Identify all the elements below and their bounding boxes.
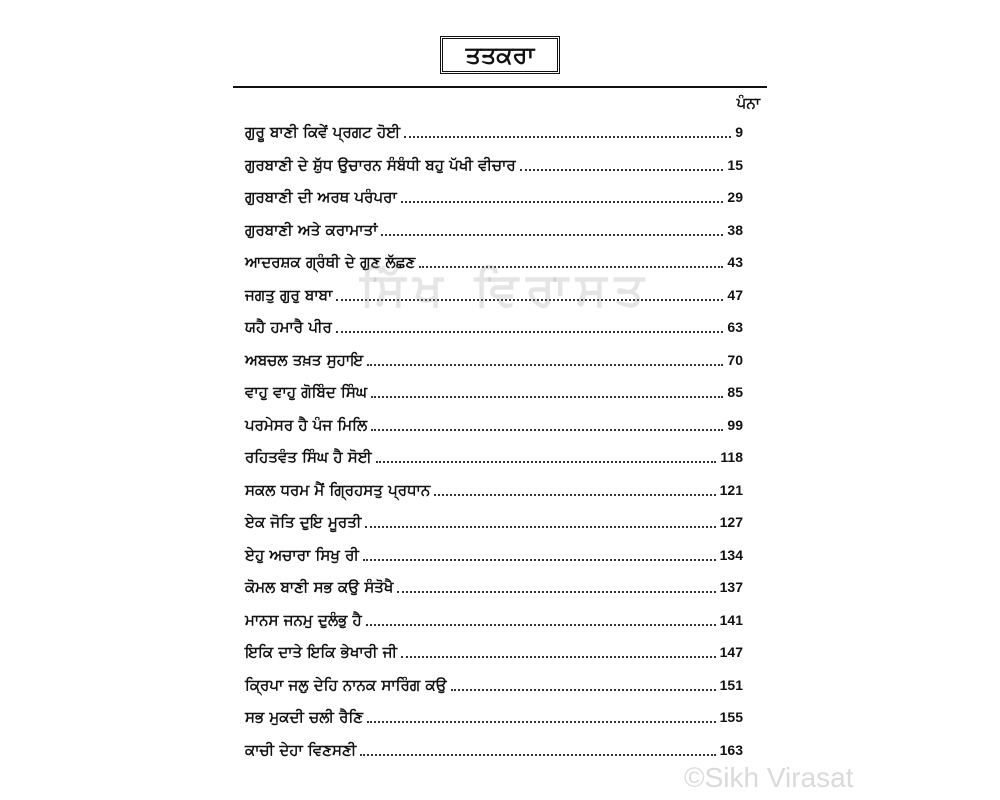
toc-entry [245, 149, 743, 182]
toc-entry-title: ਕ੍ਰਿਪਾ ਜਲੁ ਦੇਹਿ ਨਾਨਕ ਸਾਰਿੰਗ ਕਉ [245, 675, 447, 694]
toc-entry-page: 127 [719, 514, 743, 531]
leader-dots [397, 591, 715, 593]
toc-entry-page: 118 [720, 449, 743, 466]
leader-dots [360, 754, 715, 756]
leader-dots [381, 234, 723, 236]
toc-entry [245, 441, 743, 474]
leader-dots [376, 461, 717, 463]
toc-entry-title: ਸਕਲ ਧਰਮ ਮੈਂ ਗ੍ਰਿਹਸਤੁ ਪ੍ਰਧਾਨ [245, 480, 431, 499]
toc-entry-page: 137 [719, 579, 743, 596]
toc-entry-title: ਸਭ ਮੁਕਦੀ ਚਲੀ ਰੈਣਿ [245, 708, 364, 727]
toc-entry [245, 279, 743, 312]
leader-dots [367, 721, 716, 723]
toc-entry-page: 15 [727, 156, 743, 173]
leader-dots [363, 559, 716, 561]
toc-entry-title: ਗੁਰਬਾਣੀ ਦੀ ਅਰਥ ਪਰੰਪਰਾ [245, 188, 397, 207]
leader-dots [366, 624, 716, 626]
toc-entry-page: 134 [719, 546, 743, 563]
toc-entry [245, 181, 743, 214]
toc-entry [245, 344, 743, 377]
toc-entry [245, 701, 743, 734]
toc-entry-title: ਅਬਚਲ ਤਖ਼ਤ ਸੁਹਾਇ [245, 350, 364, 369]
leader-dots [336, 299, 723, 301]
toc-entry [245, 604, 743, 637]
toc-entry [245, 246, 743, 279]
toc-entry-title: ਵਾਹੁ ਵਾਹੁ ਗੋਬਿੰਦ ਸਿੰਘ [245, 383, 367, 402]
toc-entry-title: ਯਹੈ ਹਮਾਰੈ ਪੀਰ [245, 318, 332, 337]
toc-entry [245, 116, 743, 149]
toc-entry-title: ਮਾਨਸ ਜਨਮੁ ਦੁਲੰਭੁ ਹੈ [245, 610, 362, 629]
toc-entry [245, 311, 743, 344]
toc-entry [245, 669, 743, 702]
toc-entry-page: 63 [727, 319, 743, 336]
toc-entry-title: ਏਹੁ ਅਚਾਰਾ ਸਿਖੁ ਰੀ [245, 545, 359, 564]
leader-dots [404, 136, 731, 138]
toc-entry-title: ਕੋਮਲ ਬਾਣੀ ਸਭ ਕਉ ਸੰਤੋਖੈ [245, 578, 394, 597]
toc-entry-page: 99 [727, 416, 743, 433]
leader-dots [365, 526, 715, 528]
toc-entry-page: 155 [719, 709, 743, 726]
leader-dots [520, 169, 724, 171]
page-column-heading: ਪੰਨਾ [736, 94, 760, 112]
leader-dots [371, 429, 723, 431]
leader-dots [336, 331, 724, 333]
leader-dots [451, 689, 716, 691]
toc-entry [245, 474, 743, 507]
toc-entry [245, 376, 743, 409]
page-title: ਤਤਕਰਾ [440, 36, 560, 74]
toc-entry-page: 163 [719, 741, 743, 758]
toc-entry-title: ਗੁਰਬਾਣੀ ਅਤੇ ਕਰਾਮਾਤਾਂ [245, 220, 378, 239]
toc-entry-page: 147 [719, 644, 743, 661]
toc-entry-title: ਜਗਤੁ ਗੁਰੁ ਬਾਬਾ [245, 285, 333, 304]
toc-entry-title: ਏਕ ਜੋਤਿ ਦੁਇ ਮੂਰਤੀ [245, 513, 362, 532]
toc-entry-page: 70 [727, 351, 743, 368]
toc-entry-page: 47 [727, 286, 743, 303]
header-rule [233, 86, 767, 88]
toc-entry [245, 636, 743, 669]
leader-dots [371, 396, 723, 398]
toc-entry-title: ਰਹਿਤਵੰਤ ਸਿੰਘ ਹੈ ਸੋਈ [245, 448, 372, 467]
toc-entry-page: 151 [719, 676, 743, 693]
toc-entry [245, 214, 743, 247]
leader-dots [419, 266, 723, 268]
watermark-center: ਸਿੱਖ ਵਿਰਾਸਤ [360, 262, 652, 316]
toc-entry-page: 141 [719, 611, 743, 628]
leader-dots [367, 364, 723, 366]
toc-entry-title: ਇਕਿ ਦਾਤੇ ਇਕਿ ਭੇਖਾਰੀ ਜੀ [245, 643, 398, 662]
toc-entry-title: ਗੁਰਬਾਣੀ ਦੇ ਸ਼ੁੱਧ ਉਚਾਰਨ ਸੰਬੰਧੀ ਬਹੁ ਪੱਖੀ ਵੀਚਾਰ [245, 155, 516, 174]
toc-entry-page: 43 [727, 254, 743, 271]
toc-entry [245, 409, 743, 442]
leader-dots [434, 494, 715, 496]
toc-entry-title: ਆਦਰਸ਼ਕ ਗ੍ਰੰਥੀ ਦੇ ਗੁਣ ਲੱਛਣ [245, 253, 416, 272]
leader-dots [401, 201, 724, 203]
toc-entry [245, 539, 743, 572]
toc-entry-page: 121 [719, 481, 743, 498]
toc-entry-page: 85 [727, 384, 743, 401]
watermark-bottom: ©Sikh Virasat [684, 762, 854, 793]
toc-entry-title: ਪਰਮੇਸਰ ਹੈ ਪੰਜ ਮਿਲਿ [245, 415, 368, 434]
toc-entry-title: ਗੁਰੂ ਬਾਣੀ ਕਿਵੇਂ ਪ੍ਰਗਟ ਹੋਈ [245, 123, 401, 142]
toc-entry [245, 571, 743, 604]
toc-entry-page: 9 [735, 124, 743, 141]
toc-entry [245, 506, 743, 539]
toc-entry-page: 38 [727, 221, 743, 238]
table-of-contents [245, 116, 743, 766]
toc-entry-page: 29 [727, 189, 743, 206]
toc-entry [245, 734, 743, 767]
leader-dots [401, 656, 716, 658]
toc-entry-title: ਕਾਚੀ ਦੇਹਾ ਵਿਣਸਣੀ [245, 740, 357, 759]
